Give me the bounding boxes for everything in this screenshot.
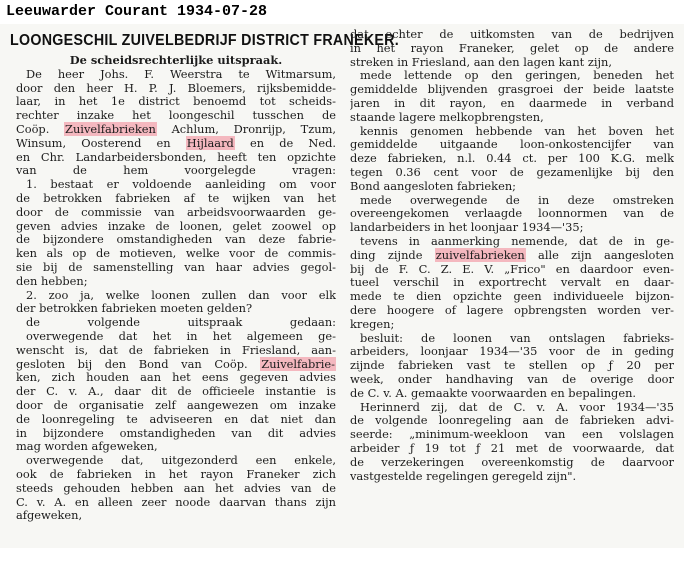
right-text-line: mede te dien opzichte geen individueele bijzon- — [350, 289, 674, 304]
left-text-line: door de commissie van arbeidsvoorwaarden ge- — [16, 204, 336, 219]
right-text-line: dere hoogere of lagere opbrengsten worden ver- — [350, 302, 674, 317]
left-text-line: laar, in het 1e district benoemd tot scheids- — [16, 94, 336, 109]
left-text-line: de betrokken fabrieken af te wijken van het — [16, 190, 336, 205]
highlighted-term: Zuivelfabrie- — [261, 356, 335, 371]
right-text-line: de C. v. A. gemaakte voorwaarden en bepalingen. — [350, 385, 637, 400]
left-column-text — [16, 68, 336, 523]
left-text-line: ken als op de motieven, welke voor de commis- — [16, 246, 336, 261]
right-text-line: deze fabrieken, n.l. 0.44 ct. per 100 K.G. melk — [350, 151, 674, 166]
right-text-line: arbeider ƒ 19 tot ƒ 21 met de voorwaarde, dat — [350, 440, 674, 455]
right-column-text — [350, 28, 674, 483]
subheading: De scheidsrechterlijke uitspraak. — [69, 54, 283, 67]
right-text-line: kennis genomen hebbende van het boven het — [360, 123, 674, 138]
left-text-line: overwegende dat, uitgezonderd een enkele, — [26, 453, 336, 468]
right-text-line: landarbeiders in het loonjaar 1934—'35; — [350, 220, 584, 235]
left-text-line: van de hem voorgelegde vragen: — [16, 163, 336, 178]
right-text-line: de volgende loonregeling aan de fabrieken advi- — [350, 413, 674, 428]
left-text-line: overwegende dat het in het algemeen ge- — [26, 328, 336, 343]
left-text-line: mag worden afgeweken, — [16, 439, 158, 454]
right-text-line: gemiddelde uitgaande loon-onkostencijfer van — [350, 137, 674, 152]
newspaper-clipping — [0, 24, 684, 548]
right-text-line: streken in Friesland, aan den lagen kant zijn, — [350, 54, 613, 69]
left-text-line: door den heer H. P. J. Bloemers, rijksbemidde- — [16, 80, 336, 95]
left-column — [16, 54, 336, 578]
right-text-line: vastgestelde regelingen geregeld zijn". — [350, 468, 577, 483]
right-text-line: ding zijnde zuivelfabrieken alle zijn aangesloten — [350, 247, 674, 262]
left-text-line: 1. bestaat er voldoende aanleiding om voor — [26, 177, 336, 192]
right-text-line: staande lagere melkopbrengsten, — [350, 109, 544, 124]
left-text-line: rechter inzake het loongeschil tusschen de — [16, 108, 336, 123]
left-text-line: ook de fabrieken in het rayon Franeker zich — [16, 466, 336, 481]
left-text-line: ken, zich houden aan het eens gegeven advies — [16, 370, 336, 385]
right-text-line: bij de F. C. Z. E. V. „Frico" en daardoor even- — [350, 261, 674, 276]
left-text-line: de loonregeling te adviseeren en dat niet dan — [16, 411, 336, 426]
left-text-line: 2. zoo ja, welke loonen zullen dan voor elk — [26, 287, 336, 302]
left-text-line: C. v. A. en alleen zeer noode daarvan thans zijn — [16, 494, 336, 509]
right-text-line: gemiddelde blijvenden grasgroei der beide laatste — [350, 82, 674, 97]
right-text-line: overeengekomen verlaagde loonnormen van de — [350, 206, 674, 221]
left-text-line: in bijzondere omstandigheden van dit advies — [16, 425, 336, 440]
highlighted-term: Hijlaard — [186, 135, 234, 150]
right-text-line: week, onder handhaving van de overige door — [350, 371, 674, 386]
left-text-line: geven advies inzake de loonen, gelet zoowel op — [16, 218, 336, 233]
left-text-line: Winsum, Oosterend en Hijlaard en de Ned. — [16, 135, 336, 150]
right-text-line: in het rayon Franeker, gelet op de andere — [350, 40, 674, 55]
right-text-line: tegen 0.36 cent voor de gezamenlijke bij den — [350, 164, 674, 179]
left-text-line: steeds gehouden hebben aan het advies van de — [16, 480, 336, 495]
left-text-line: de bijzondere omstandigheden van deze fabrie- — [16, 232, 336, 247]
right-text-line: tueel verschil in exportrecht vervalt en daar- — [350, 275, 674, 290]
right-text-line: besluit: de loonen van ontslagen fabrieks- — [360, 330, 674, 345]
right-text-line: mede lettende op den geringen, beneden het — [360, 68, 674, 83]
left-text-line: der C. v. A., daar dit de officieele instantie is — [16, 384, 336, 399]
right-text-line: Bond aangesloten fabrieken; — [350, 178, 516, 193]
left-text-line: sie bij de samenstelling van haar advies gegol- — [16, 259, 336, 274]
right-text-line: jaren in dit rayon, en daarmede in verband — [350, 95, 674, 110]
highlighted-term: zuivelfabrieken — [435, 247, 525, 262]
left-text-line: der betrokken fabrieken moeten gelden? — [16, 301, 253, 316]
right-text-line: kregen; — [350, 316, 395, 331]
left-text-line: Coöp. Zuivelfabrieken Achlum, Dronrijp, Tzum, — [16, 121, 336, 136]
right-text-line: Herinnerd zij, dat de C. v. A. voor 1934—'35 — [360, 399, 674, 414]
left-text-line: en Chr. Landarbeidersbonden, heeft ten opzichte — [16, 149, 336, 164]
highlighted-term: Zuivelfabrieken — [65, 121, 156, 136]
source-label: Leeuwarder Courant 1934-07-28 — [6, 3, 268, 20]
left-text-line: den hebben; — [16, 273, 88, 288]
left-text-line: door de organisatie zelf aangewezen om inzake — [16, 397, 336, 412]
left-text-line: de volgende uitspraak gedaan: — [26, 315, 336, 330]
left-text-line: afgeweken, — [16, 508, 83, 523]
right-text-line: dat echter de uitkomsten van de bedrijven — [350, 28, 674, 41]
right-text-line: seerde: „minimum-weekloon van een volslagen — [350, 427, 674, 442]
left-text-line: De heer Johs. F. Weerstra te Witmarsum, — [26, 66, 336, 81]
right-text-line: tevens in aanmerking nemende, dat de in ge- — [360, 233, 674, 248]
right-text-line: arbeiders, loonjaar 1934—'35 voor de in geding — [350, 344, 674, 359]
left-text-line: wenscht is, dat de fabrieken in Friesland, aan- — [16, 342, 336, 357]
right-text-line: zijnde fabrieken vast te stellen op ƒ 20 per — [350, 358, 674, 373]
left-text-line: gesloten bij den Bond van Coöp. Zuivelfabrie- — [16, 356, 335, 371]
right-column — [350, 28, 674, 552]
right-text-line: mede overwegende de in deze omstreken — [360, 192, 674, 207]
right-text-line: de verzekeringen overeenkomstig de daarvoor — [350, 454, 674, 469]
headline: LOONGESCHIL ZUIVELBEDRIJF DISTRICT FRANEKER. — [10, 32, 400, 49]
